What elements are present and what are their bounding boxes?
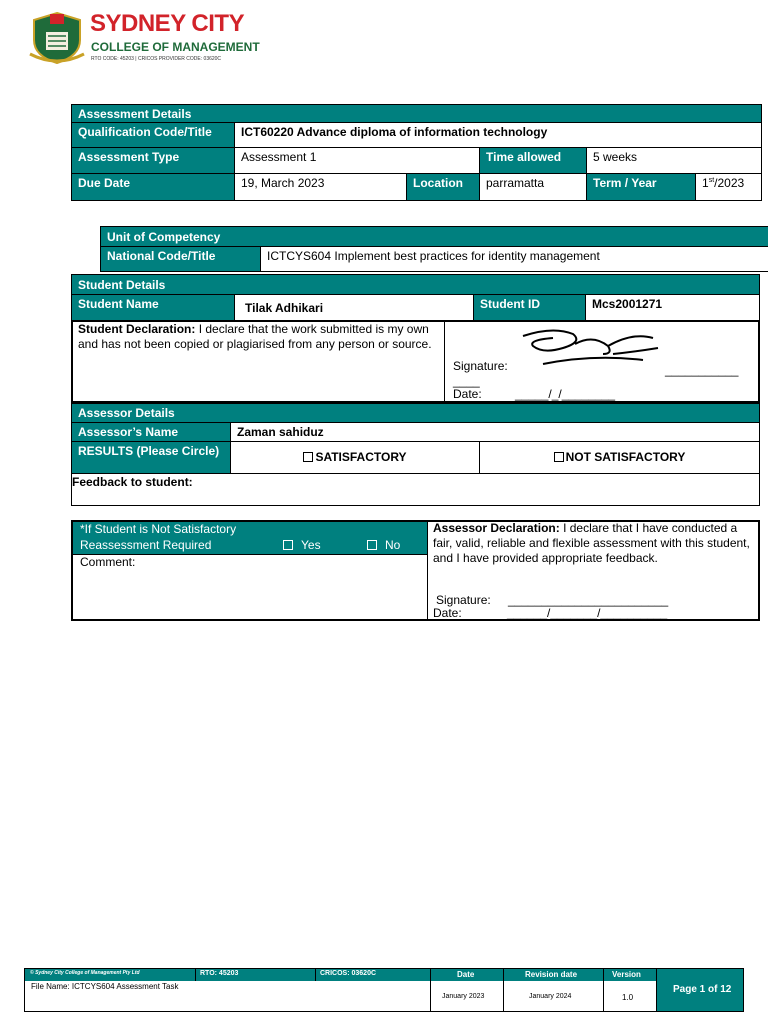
- results-label: RESULTS (Please Circle): [71, 441, 231, 474]
- student-signature-line: ___________: [665, 363, 739, 377]
- footer-page-number: Page 1 of 12: [673, 984, 732, 995]
- reassessment-line-2: Reassessment Required: [80, 538, 212, 552]
- assessor-date-label: Date:: [433, 606, 462, 620]
- footer-col-1: [430, 969, 431, 1012]
- student-date-line: _____/_/________: [515, 387, 616, 401]
- time-allowed-value: 5 weeks: [586, 147, 762, 174]
- footer-cricos: CRICOS: 03620C: [320, 970, 377, 977]
- national-code-value: ICTCYS604 Implement best practices for identity management: [260, 246, 768, 272]
- footer-col-3: [603, 969, 604, 1012]
- student-signature-image: [513, 324, 663, 370]
- reassessment-line-1: *If Student is Not Satisfactory: [80, 522, 237, 536]
- student-name-label: Student Name: [71, 294, 235, 321]
- satisfactory-option[interactable]: SATISFACTORY: [230, 441, 480, 474]
- footer-date-header: Date: [457, 970, 475, 979]
- satisfactory-checkbox-icon[interactable]: [303, 452, 313, 462]
- qualification-label: Qualification Code/Title: [71, 122, 235, 148]
- footer-version-value: 1.0: [622, 993, 634, 1002]
- comment-label: Comment:: [80, 555, 136, 569]
- student-details-header: Student Details: [71, 274, 760, 295]
- assessor-details-header: Assessor Details: [71, 403, 760, 423]
- declaration-divider: [444, 320, 445, 403]
- assessment-type-value: Assessment 1: [234, 147, 480, 174]
- unit-competency-header: Unit of Competency: [100, 226, 768, 247]
- logo-subtitle: COLLEGE OF MANAGEMENT: [91, 40, 260, 54]
- term-year-label: Term / Year: [586, 173, 696, 201]
- student-signature-label: Signature:: [453, 359, 508, 373]
- reassessment-no[interactable]: No: [367, 538, 400, 552]
- not-satisfactory-checkbox-icon[interactable]: [554, 452, 564, 462]
- student-date-label: Date:: [453, 387, 482, 401]
- assessment-details-header: Assessment Details: [71, 104, 762, 123]
- reassessment-divider-v: [427, 522, 428, 619]
- student-id-value: Mcs2001271: [585, 294, 760, 321]
- assessor-name-label: Assessor’s Name: [71, 422, 231, 442]
- assessor-declaration-text: Assessor Declaration: I declare that I have conducted a fair, valid, reliable and flexible assessment with this student, and I have provided appropriate feedback.: [433, 521, 750, 565]
- no-checkbox-icon[interactable]: [367, 540, 377, 550]
- footer-col-rto: [195, 969, 196, 981]
- assessor-date-line: ______/_______/__________: [507, 606, 668, 620]
- assessor-signature-label: Signature:: [436, 593, 491, 607]
- student-declaration-text: Student Declaration: I declare that the work submitted is my own and has not been copied or plagiarised from any person or source.: [78, 322, 432, 351]
- time-allowed-label: Time allowed: [479, 147, 587, 174]
- qualification-value: ICT60220 Advance diploma of information technology: [234, 122, 762, 148]
- due-date-value: 19, March 2023: [234, 173, 407, 201]
- assessor-name-value: Zaman sahiduz: [230, 422, 760, 442]
- footer-version-header: Version: [612, 970, 641, 979]
- student-name-value: Tilak Adhikari: [234, 294, 474, 321]
- footer-date-value: January 2023: [442, 993, 485, 1000]
- assessor-signature-line: ________________________: [508, 593, 669, 607]
- not-satisfactory-option[interactable]: NOT SATISFACTORY: [479, 441, 760, 474]
- assessment-type-label: Assessment Type: [71, 147, 235, 174]
- footer-revision-header: Revision date: [525, 970, 578, 979]
- crest-icon: [28, 10, 86, 66]
- logo-codes: RTO CODE: 45203 | CRICOS PROVIDER CODE: 03620C: [91, 56, 222, 62]
- yes-checkbox-icon[interactable]: [283, 540, 293, 550]
- national-code-label: National Code/Title: [100, 246, 261, 272]
- location-label: Location: [406, 173, 480, 201]
- feedback-label: Feedback to student:: [72, 475, 193, 489]
- student-id-label: Student ID: [473, 294, 586, 321]
- due-date-label: Due Date: [71, 173, 235, 201]
- logo-name: SYDNEY CITY: [90, 10, 245, 37]
- footer-col-2: [503, 969, 504, 1012]
- location-value: parramatta: [479, 173, 587, 201]
- footer-revision-value: January 2024: [529, 993, 572, 1000]
- student-signature-line-2: ____: [453, 374, 480, 388]
- footer-rto: RTO: 45203: [200, 970, 239, 977]
- reassessment-yes[interactable]: Yes: [283, 538, 321, 552]
- footer-file-name: File Name: ICTCYS604 Assessment Task: [31, 982, 179, 991]
- college-logo: [28, 10, 260, 70]
- term-year-value: 1st/2023: [695, 173, 762, 201]
- footer-copyright: © Sydney City College of Management Pty Ltd: [30, 970, 140, 976]
- footer-col-cricos: [315, 969, 316, 981]
